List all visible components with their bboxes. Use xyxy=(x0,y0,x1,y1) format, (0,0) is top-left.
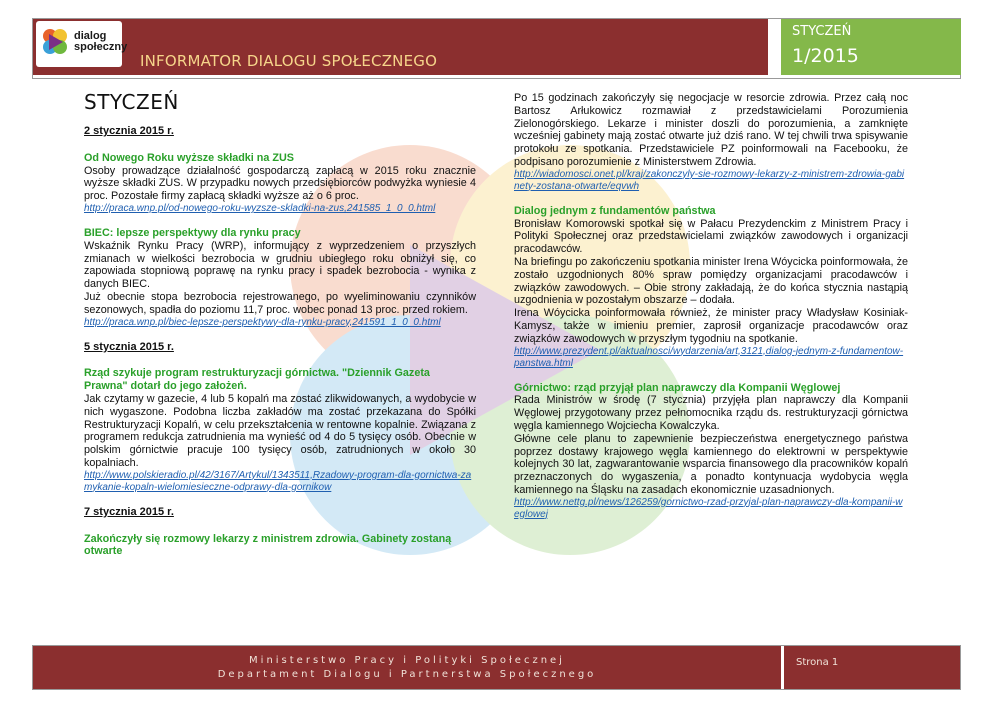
article-title: Górnictwo: rząd przyjął plan naprawczy dla Kompanii Węglowej xyxy=(514,381,841,394)
article-body: Już obecnie stopa bezrobocia rejestrowanego, po wyeliminowaniu czynników sezonowych, spadła do poziomu 11,7 proc. wobec ponad 13 proc. przed rokiem. xyxy=(84,290,476,316)
article-body: Jak czytamy w gazecie, 4 lub 5 kopalń ma zostać zlikwidowanych, a wydobycie w nich wygaszone. Podobna liczba zakładów ma zostać przekazana do Spółki Restrukturyzacji Kopalń, w celu przekształcenia w rentowne kopalnie. Związana z programem redukcja zatrudnienia ma wynieść od 4 do 5 tysięcy osób. Obecnie w polskim górnictwie pracuje 100 tysięcy osób, zatrudnionych w około 30 kopalniach. xyxy=(84,392,476,469)
date-heading: 2 stycznia 2015 r. xyxy=(84,125,174,137)
article-body: Bronisław Komorowski spotkał się w Pałacu Prezydenckim z Ministrem Pracy i Polityki Społecznej oraz przedstawicielami związków zawodowych i organizacji pracodawców. xyxy=(514,217,908,256)
article xyxy=(84,533,476,559)
article-title: Zakończyły się rozmowy lekarzy z ministrem zdrowia. Gabinety zostaną otwarte xyxy=(84,532,452,558)
article-link[interactable]: http://www.nettg.pl/news/126259/gornictwo-rzad-przyjal-plan-naprawczy-dla-kompanii-weglowej xyxy=(514,496,903,520)
article-link[interactable]: http://www.polskieradio.pl/42/3167/Artykul/1343511,Rzadowy-program-dla-gornictwa-zamykanie-kopaln-wielomiesieczne-odprawy-dla-gornikow xyxy=(84,469,472,493)
article-body: Wskaźnik Rynku Pracy (WRP), informujący z wyprzedzeniem o przyszłych zmianach w wielkości bezrobocia w grudniu ubiegłego roku obniżył się, co zapowiada stopniową poprawę na rynku pracy i spadek bezrobocia - wynika z danych BIEC. xyxy=(84,239,476,291)
footer-ministry-name: Ministerstwo Pracy i Polityki Społecznej xyxy=(249,655,565,666)
left-column xyxy=(84,88,476,560)
date-heading: 5 stycznia 2015 r. xyxy=(84,340,174,353)
article-body: Osoby prowadzące działalność gospodarczą zapłacą w 2015 roku znacznie wyższe składki ZUS. W przypadku nowych przedsiębiorców podwyżka wyniesie 4 proc. Pozostałe firmy zapłacą składki wyższe aż o 6 proc. xyxy=(84,164,476,203)
article-link[interactable]: http://praca.wnp.pl/od-nowego-roku-wyzsze-skladki-na-zus,241585_1_0_0.html xyxy=(84,202,436,214)
header-bar xyxy=(33,19,768,75)
article-body: Irena Wóycicka poinformowała również, że minister pracy Władysław Kosiniak-Kamysz, także w imieniu premier, zaprosił organizacje pracodawców oraz związków zawodowych w przyszłym tygodniu na spotkanie. xyxy=(514,307,908,345)
article-body: Główne cele planu to zapewnienie bezpieczeństwa energetycznego państwa poprzez dostawy krajowego węgla kamiennego do elektrowni w perspektywie kolejnych 30 lat, zagwarantowanie wsparcia finansowego dla pracowników kopalń przeznaczonych do wygaszenia, a ponadto kontynuacja wydobycia węgla kamiennego na Śląsku na zasadach ekonomicznie uzasadnionych. xyxy=(514,432,908,496)
article-body: Rada Ministrów w środę (7 stycznia) przyjęła plan naprawczy dla Kompanii Węglowej przygotowany przez pełnomocnika rządu ds. restrukturyzacji górnictwa węgla kamiennego Wojciecha Kowalczyka. xyxy=(514,394,908,432)
footer-ministry xyxy=(33,646,781,689)
right-column xyxy=(514,92,908,533)
month-heading: STYCZEŃ xyxy=(84,90,179,114)
page-number: Strona 1 xyxy=(796,657,839,668)
article-title: Od Nowego Roku wyższe składki na ZUS xyxy=(84,151,294,164)
logo-line-2: społeczny xyxy=(74,41,128,53)
article-link[interactable]: http://praca.wnp.pl/biec-lepsze-perspektywy-dla-rynku-pracy,241591_1_0_0.html xyxy=(84,316,441,328)
header-month: STYCZEŃ xyxy=(792,24,852,39)
logo xyxy=(36,21,128,67)
header-title: INFORMATOR DIALOGU SPOŁECZNEGO xyxy=(140,52,438,70)
logo-line-1: dialog xyxy=(74,30,107,42)
article xyxy=(514,382,908,521)
date-heading: 7 stycznia 2015 r. xyxy=(84,505,174,518)
article xyxy=(514,92,908,193)
article-body: Po 15 godzinach zakończyły się negocjacje w resorcie zdrowia. Przez całą noc Bartosz Arłukowicz rozmawiał z przedstawicielami Porozumienia Zielonogórskiego. Lekarze i minister doszli do porozumienia, a zamknięte wcześniej gabinety mają zostać otwarte już dziś rano. W tej chwili trwa spisywanie protokołu ze spotkania. Przedstawiciele PZ poinformowali na Facebooku, że podpisano porozumienie z Ministerstwem Zdrowia. xyxy=(514,92,908,168)
article-link[interactable]: http://www.prezydent.pl/aktualnosci/wydarzenia/art,3121,dialog-jednym-z-fundamentow-panstwa.html xyxy=(514,345,904,369)
article-title: Dialog jednym z fundamentów państwa xyxy=(514,204,716,217)
article-title: BIEC: lepsze perspektywy dla rynku pracy xyxy=(84,226,301,239)
article xyxy=(84,227,476,329)
footer-department-name: Departament Dialogu i Partnerstwa Społecznego xyxy=(217,669,597,680)
header-date-box xyxy=(781,19,961,75)
logo-icon xyxy=(40,27,70,57)
article-title: Rząd szykuje program restrukturyzacji górnictwa. "Dziennik Gazeta Prawna" dotarł do jego założeń. xyxy=(84,367,430,393)
article xyxy=(84,367,476,493)
logo-text xyxy=(74,31,127,53)
footer-page-box xyxy=(784,646,960,689)
header-period: 1/2015 xyxy=(792,45,859,67)
article-body: Na briefingu po zakończeniu spotkania minister Irena Wóycicka poinformowała, że zostało uzgodnionych 80% spraw pomiędzy organizacjami pracodawców i związków zawodowych. – Obie strony zakładają, że do końca stycznia nastąpią uzgodnienia w pozostałym obszarze – dodała. xyxy=(514,255,908,307)
article xyxy=(514,205,908,370)
article xyxy=(84,152,476,215)
article-link[interactable]: http://wiadomosci.onet.pl/kraj/zakonczyly-sie-rozmowy-lekarzy-z-ministrem-zdrowia-gabinety-zostana-otwarte/eqvwh xyxy=(514,168,905,192)
